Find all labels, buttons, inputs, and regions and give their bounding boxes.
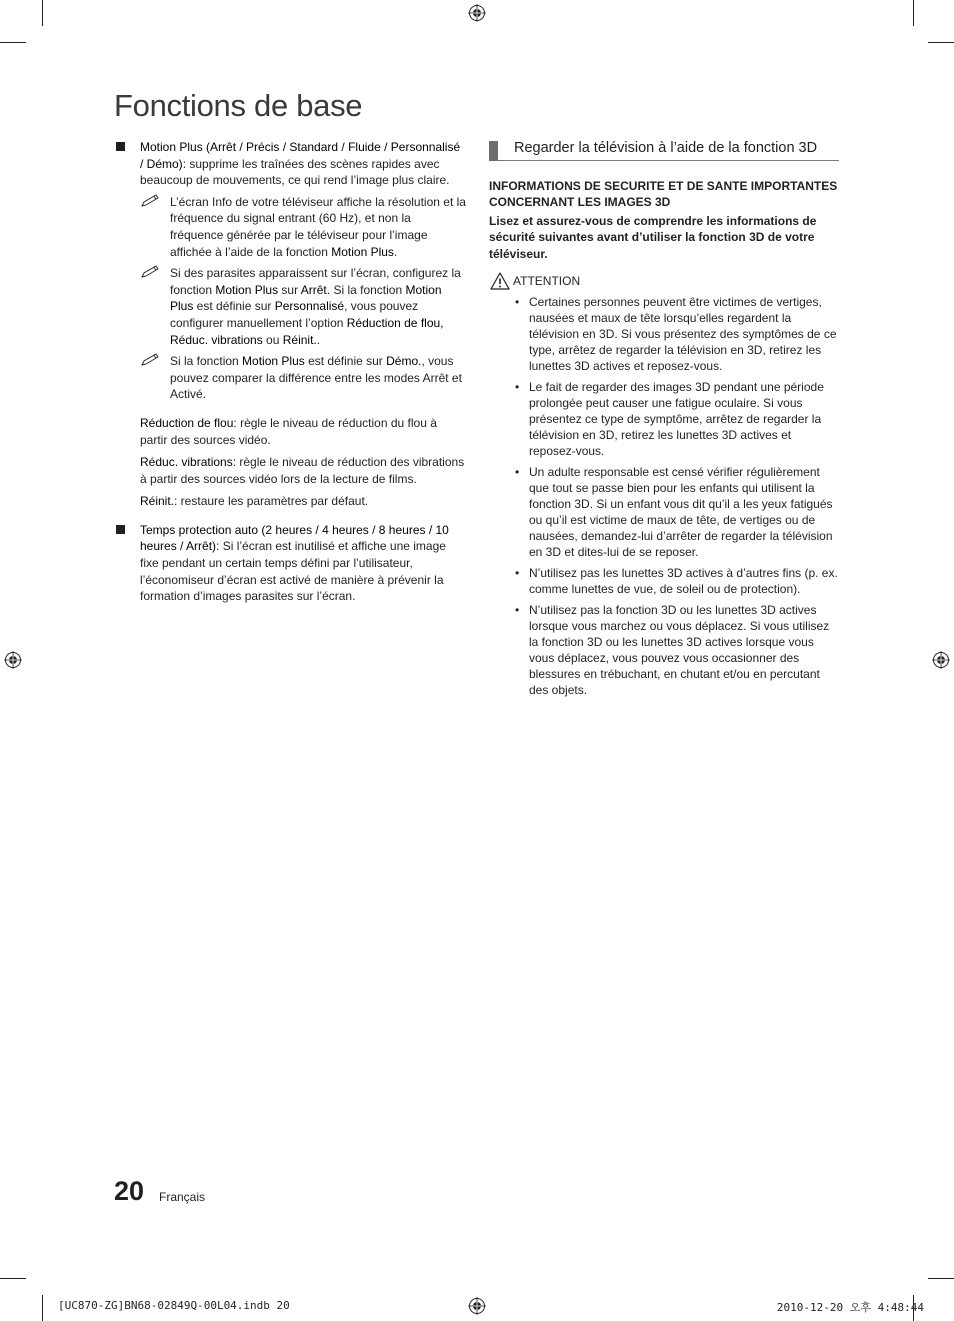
list-item-motion-plus	[114, 139, 466, 189]
definition: : règle le niveau de réduction des vibrations à partir des sources vidéo lors de la lecture de films.	[140, 455, 465, 486]
registration-mark-icon	[932, 651, 950, 669]
note-bold: Motion Plus	[331, 244, 394, 259]
list-item	[489, 602, 839, 698]
note-text: .	[393, 244, 398, 259]
page-title: Fonctions de base	[114, 88, 363, 123]
list-item	[489, 565, 839, 597]
motion-plus-title: Motion Plus (Arrêt / Précis / Standard / Fluide / Personnalisé / Démo)	[140, 140, 461, 171]
section-bar	[489, 141, 498, 161]
note-bold: Réduction de flou, Réduc. vibrations	[170, 315, 444, 347]
square-bullet-icon	[116, 525, 125, 534]
note-demo	[140, 353, 466, 403]
section-title: Regarder la télévision à l’aide de la fonction 3D	[514, 140, 818, 156]
bullet-dot: •	[515, 380, 520, 395]
bullet-dot: •	[515, 295, 520, 310]
crop-mark	[42, 0, 43, 26]
note-text: .	[316, 332, 321, 347]
note-text: Si des parasites apparaissent sur l’écran, configurez la fonction	[170, 266, 461, 297]
definition: : restaure les paramètres par défaut.	[174, 494, 369, 509]
section-heading	[489, 140, 839, 161]
list-item	[489, 464, 839, 560]
note-bold: Motion Plus	[215, 282, 279, 297]
note-text: , vous pouvez configurer manuellement l’option	[170, 299, 419, 330]
bullet-dot: •	[515, 465, 520, 480]
definition: : règle le niveau de réduction du flou à partir des sources vidéo.	[140, 415, 437, 447]
paragraph-reduction-flou	[140, 415, 466, 448]
list-item	[489, 294, 839, 374]
note-parasites	[140, 265, 466, 348]
term: Réduction de flou	[140, 415, 234, 430]
temps-title: Temps protection auto (2 heures / 4 heures / 8 heures / 10 heures / Arrêt)	[140, 522, 449, 554]
list-item	[489, 379, 839, 459]
attention-label: ATTENTION	[513, 273, 581, 288]
note-bold: Réinit.	[282, 332, 317, 347]
safety-heading: INFORMATIONS DE SECURITE ET DE SANTE IMPORTANTES CONCERNANT LES IMAGES 3D	[489, 178, 838, 210]
crop-mark	[913, 0, 914, 26]
motion-plus-text: : supprime les traînées des scènes rapides avec beaucoup de mouvements, ce qui rend l’image plus claire.	[140, 156, 450, 188]
note-pencil-icon	[140, 353, 162, 367]
attention-heading	[489, 273, 839, 290]
temps-text: : Si l’écran est inutilisé et affiche une image fixe pendant un certain temps défini par l’utilisateur, l’économiseur d’écran est activé de manière à prévenir la formation d’images parasites sur l’écran.	[140, 539, 446, 604]
list-item-temps-protection	[114, 522, 466, 605]
safety-intro: Lisez et assurez-vous de comprendre les informations de sécurité suivantes avant d’utiliser la fonction 3D de votre téléviseur.	[489, 213, 817, 261]
right-column	[489, 140, 839, 703]
note-text: L’écran Info de votre téléviseur affiche la résolution et la fréquence du signal entrant (60 Hz), et non la fréquence générée par le téléviseur pour l’image affichée à l’aide de la fonction	[170, 194, 466, 259]
crop-mark	[0, 42, 26, 43]
note-info-screen	[140, 194, 466, 260]
registration-mark-icon	[468, 4, 486, 22]
note-text: sur	[278, 282, 301, 297]
crop-mark	[42, 1295, 43, 1321]
note-bold: Personnalisé	[274, 299, 345, 314]
warning-icon	[490, 272, 510, 290]
bullet-text: N’utilisez pas les lunettes 3D actives à d’autres fins (p. ex. comme lunettes de vue, de soleil ou de protection).	[529, 566, 838, 597]
note-text: Si la fonction	[170, 354, 243, 369]
bullet-text: Un adulte responsable est censé vérifier régulièrement que tout se passe bien pour les enfants qui utilisent la fonction 3D. Si un enfant vous dit qu’il a les yeux fatigués ou qu’il est victime de maux de tête, de vertiges ou de nausées, demandez-lui d’arrêter de regarder la télévision en 3D et dites-lui de se reposer.	[529, 465, 833, 560]
bullet-dot: •	[515, 566, 520, 581]
crop-mark	[928, 1278, 954, 1279]
note-text: , vous pouvez comparer la différence entre les modes Arrêt et Activé.	[170, 354, 462, 402]
term: Réduc. vibrations	[140, 455, 233, 470]
left-column	[114, 139, 466, 609]
note-text: . Si la fonction	[326, 282, 406, 297]
note-text: ou	[262, 332, 283, 347]
note-pencil-icon	[140, 194, 162, 208]
print-slug-date: 2010-12-20 오후 4:48:44	[776, 1301, 924, 1314]
note-bold: Arrêt	[300, 282, 327, 297]
term: Réinit.	[140, 494, 175, 509]
square-bullet-icon	[116, 142, 125, 151]
note-pencil-icon	[140, 265, 162, 279]
footer-language: Français	[159, 1190, 206, 1204]
registration-mark-icon	[468, 1297, 486, 1315]
paragraph-reduc-vibrations	[140, 454, 466, 487]
note-text: est définie sur	[304, 354, 387, 369]
print-slug-file: [UC870-ZG]BN68-02849Q-00L04.indb 20	[58, 1299, 290, 1312]
note-text: est définie sur	[193, 299, 275, 314]
bullet-dot: •	[515, 603, 520, 618]
bullet-text: Certaines personnes peuvent être victimes de vertiges, nausées et maux de tête lorsqu’elles regardent la télévision en 3D. Si vous présentez des symptômes de ce type, arrêtez de regarder la télévision en 3D, retirez les lunettes 3D actives et reposez-vous.	[529, 295, 837, 374]
crop-mark	[928, 42, 954, 43]
note-bold: Démo.	[386, 354, 422, 369]
paragraph-reinit	[140, 493, 466, 510]
bullet-text: N’utilisez pas la fonction 3D ou les lunettes 3D actives lorsque vous marchez ou vous déplacez. Si vous utilisez la fonction 3D ou les lunettes 3D actives lorsque vous vous déplacez, vous pouvez vous occasionner des blessures en trébuchant, en chutant et/ou en percutant des objets.	[529, 603, 830, 698]
registration-mark-icon	[4, 651, 22, 669]
crop-mark	[0, 1278, 26, 1279]
bullet-text: Le fait de regarder des images 3D pendant une période prolongée peut causer une fatigue oculaire. Si vous présentez ce type de symptôme, arrêtez de regarder la télévision en 3D, retirez les lunettes 3D actives et reposez-vous.	[529, 380, 824, 459]
note-bold: Motion Plus	[242, 354, 305, 369]
note-bold: Motion Plus	[170, 282, 442, 314]
page-number: 20	[114, 1176, 145, 1206]
